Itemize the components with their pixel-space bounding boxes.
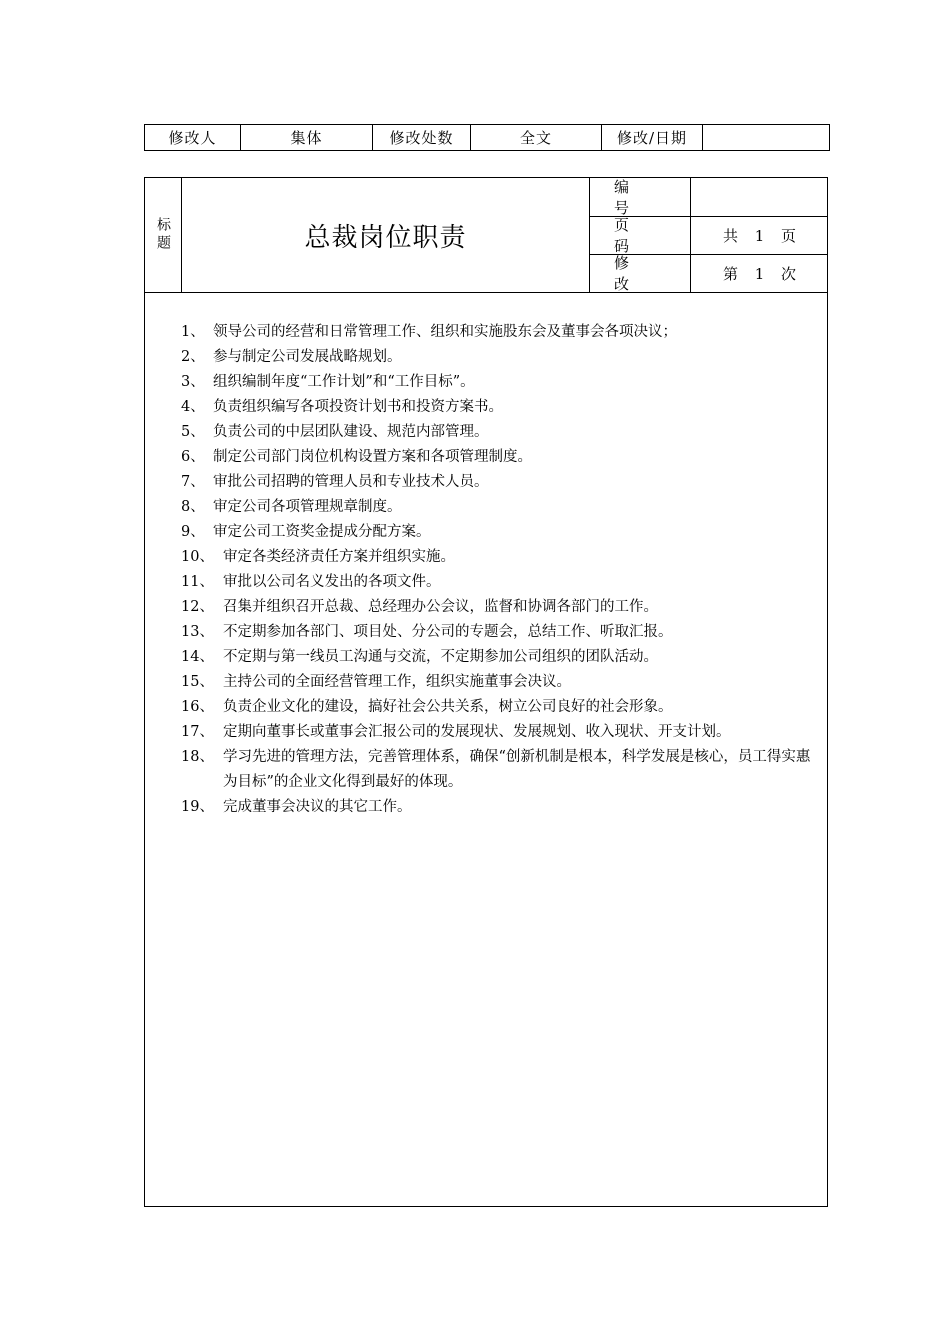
- duty-item: [181, 695, 821, 720]
- page-label: 页码: [590, 216, 691, 254]
- duty-text: 学习先进的管理方法，完善管理体系，确保“创新机制是根本，科学发展是核心，员工得实惠为目标”的企业文化得到最好的体现。: [223, 749, 811, 790]
- page-title: 总裁岗位职责: [304, 222, 467, 253]
- duty-item: [181, 720, 821, 745]
- duty-number: 10、: [181, 549, 214, 565]
- revision-count-label: 修改处数: [373, 125, 471, 151]
- modifier-label: 修改人: [145, 125, 241, 151]
- title-label: 标题: [155, 217, 171, 253]
- duty-text: 负责组织编写各项投资计划书和投资方案书。: [213, 399, 503, 415]
- revision-count-value: 全文: [471, 125, 602, 151]
- duty-number: 4、: [181, 399, 205, 415]
- duty-item: [181, 420, 821, 445]
- page-value: 共 1 页: [722, 226, 797, 245]
- duty-text: 主持公司的全面经营管理工作，组织实施董事会决议。: [223, 674, 571, 690]
- duty-text: 制定公司部门岗位机构设置方案和各项管理制度。: [213, 449, 532, 465]
- duty-item: [181, 795, 821, 820]
- meta-row-page: [590, 216, 827, 255]
- duty-item: [181, 570, 821, 595]
- duty-text: 审定公司工资奖金提成分配方案。: [213, 524, 431, 540]
- duty-text: 完成董事会决议的其它工作。: [223, 799, 412, 815]
- duty-number: 2、: [181, 349, 205, 365]
- duty-text: 不定期参加各部门、项目处、分公司的专题会，总结工作、听取汇报。: [223, 624, 673, 640]
- duty-text: 负责公司的中层团队建设、规范内部管理。: [213, 424, 489, 440]
- duty-item: [181, 520, 821, 545]
- revision-row: [145, 125, 830, 151]
- duty-number: 14、: [181, 649, 214, 665]
- sheet-header: [145, 178, 827, 293]
- revision-table: [144, 124, 830, 151]
- duty-item: [181, 345, 821, 370]
- duty-text: 审定公司各项管理规章制度。: [213, 499, 402, 515]
- duty-number: 11、: [181, 574, 214, 590]
- meta-row-number: [590, 178, 827, 217]
- duty-item: [181, 545, 821, 570]
- duty-number: 1、: [181, 324, 205, 340]
- duty-text: 领导公司的经营和日常管理工作、组织和实施股东会及董事会各项决议；: [213, 324, 677, 340]
- duty-item: [181, 320, 821, 345]
- duty-item: [181, 620, 821, 645]
- duty-text: 审批公司招聘的管理人员和专业技术人员。: [213, 474, 489, 490]
- duty-number: 18、: [181, 749, 214, 765]
- revision-label: 修改: [590, 254, 691, 292]
- duty-text: 审批以公司名义发出的各项文件。: [223, 574, 441, 590]
- duty-item: [181, 645, 821, 670]
- duty-item: [181, 445, 821, 470]
- duty-number: 13、: [181, 624, 214, 640]
- duty-item: [181, 395, 821, 420]
- duty-item: [181, 595, 821, 620]
- duty-item: [181, 370, 821, 395]
- revision-date-value: [703, 125, 830, 151]
- duty-number: 17、: [181, 724, 214, 740]
- duty-text: 审定各类经济责任方案并组织实施。: [223, 549, 455, 565]
- modifier-value: 集体: [241, 125, 373, 151]
- duty-text: 召集并组织召开总裁、总经理办公会议，监督和协调各部门的工作。: [223, 599, 658, 615]
- duty-number: 6、: [181, 449, 205, 465]
- duty-number: 9、: [181, 524, 205, 540]
- number-label: 编号: [590, 178, 691, 216]
- duty-number: 8、: [181, 499, 205, 515]
- duty-item: [181, 745, 821, 795]
- duty-number: 3、: [181, 374, 205, 390]
- duty-number: 5、: [181, 424, 205, 440]
- duty-item: [181, 670, 821, 695]
- title-label-cell: [145, 178, 182, 292]
- duty-number: 19、: [181, 799, 214, 815]
- duty-number: 16、: [181, 699, 214, 715]
- duty-text: 参与制定公司发展战略规划。: [213, 349, 402, 365]
- duty-item: [181, 495, 821, 520]
- document-meta: [590, 178, 827, 292]
- duty-number: 15、: [181, 674, 214, 690]
- revision-value: 第 1 次: [722, 264, 797, 283]
- duty-number: 7、: [181, 474, 205, 490]
- meta-row-revision: [590, 254, 827, 292]
- duties-list: [181, 320, 821, 820]
- title-cell: [182, 178, 590, 292]
- duty-text: 不定期与第一线员工沟通与交流，不定期参加公司组织的团队活动。: [223, 649, 658, 665]
- duty-text: 负责企业文化的建设，搞好社会公共关系，树立公司良好的社会形象。: [223, 699, 673, 715]
- duty-sheet: [144, 177, 828, 1207]
- number-value: [692, 178, 827, 216]
- duty-number: 12、: [181, 599, 214, 615]
- revision-date-label: 修改/日期: [602, 125, 703, 151]
- duty-text: 组织编制年度“工作计划”和“工作目标”。: [213, 374, 475, 390]
- duty-item: [181, 470, 821, 495]
- duty-text: 定期向董事长或董事会汇报公司的发展现状、发展规划、收入现状、开支计划。: [223, 724, 731, 740]
